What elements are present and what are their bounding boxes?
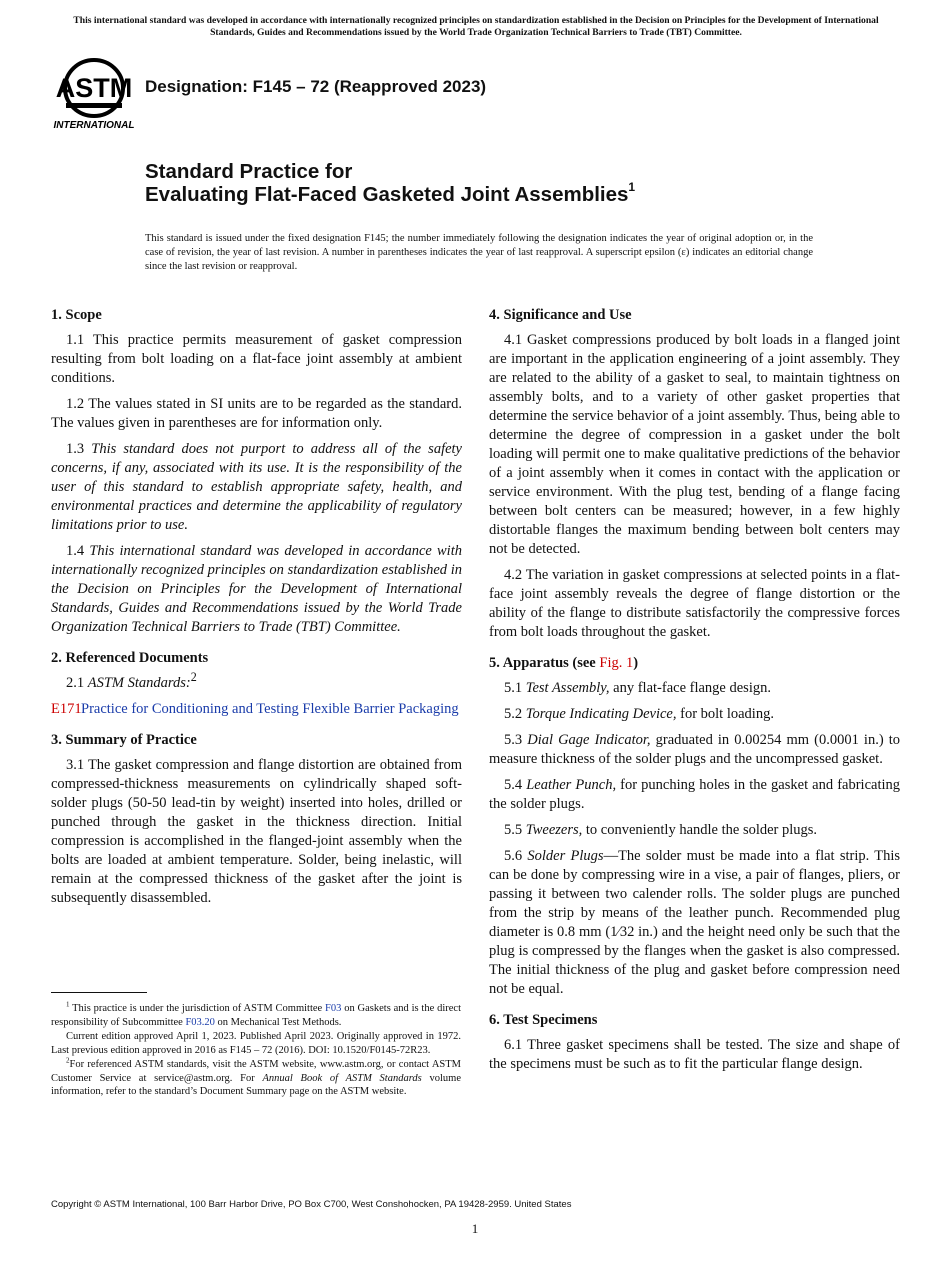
para-5-1: 5.1 Test Assembly, any flat-face flange design. xyxy=(504,680,771,696)
para-5-5: 5.5 Tweezers, to conveniently handle the solder plugs. xyxy=(504,822,818,838)
para-1-2: 1.2 The values stated in SI units are to be regarded as the standard. The values given in parentheses are for information only. xyxy=(51,396,462,431)
footnote-1-edition: Current edition approved April 1, 2023. Published April 2023. Originally approved in 1972. Last previous edition approved in 2016 as F145 – 72 (2016). DOI: 10.1520/F0145-72R23. xyxy=(51,1031,461,1056)
para-4-2: 4.2 The variation in gasket compressions at selected points in a flat-face joint assembly reveals the degree of flange distortion or the ability of the flange to distribute satisfactorily the compressive forces from bolt loads throughout the gasket. xyxy=(489,567,900,640)
copyright: Copyright © ASTM International, 100 Barr Harbor Drive, PO Box C700, West Conshohocken, PA 19428-2959. United States xyxy=(51,1199,572,1210)
section-referenced-heading: 2. Referenced Documents xyxy=(51,650,209,666)
logo-letters: ASTM xyxy=(55,73,133,103)
para-6-1: 6.1 Three gasket specimens shall be tested. The size and shape of the specimens must be such as to fit the particular flange design. xyxy=(489,1037,900,1072)
para-4-1: 4.1 Gasket compressions produced by bolt loads in a flanged joint are important in the application engineering of a joint assembly. They are related to the ability of a gasket to seal, to maintain tightness on assembly bolts, and to a variety of other gasket properties that determine the service behavior of a joint assembly. Thus, being able to determine the degree of compression in a gasket under the bolt loading will permit one to make qualitative predictions of the behavior of a joint assembly when it comes in contact with the application or service environment. With the plug test, bending of a flange facing between bolt centers can be measured; however, in a few highly distortable flanges the maximum bending between bolt centers may not be detected. xyxy=(489,332,900,557)
para-1-1: 1.1 This practice permits measurement of gasket compression resulting from bolt loading on a flat-face joint assembly at ambient conditions. xyxy=(51,332,462,386)
ref-title-link[interactable]: Practice for Conditioning and Testing Flexible Barrier Packaging xyxy=(81,701,459,717)
subcommittee-link[interactable]: F03.20 xyxy=(185,1016,215,1028)
section-specimens-heading: 6. Test Specimens xyxy=(489,1012,598,1028)
footnote-2: $^2$For referenced ASTM standards, visit the ASTM website, www.astm.org, or contact ASTM Customer Service at service@astm.org. For Annual Book of ASTM Standards volume information, refer to the standard’s Document Summary page on the ASTM website. xyxy=(51,1056,461,1097)
title-footnote-mark: 1 xyxy=(628,180,636,195)
astm-logo xyxy=(52,55,136,131)
designation: Designation: F145 – 72 (Reapproved 2023) xyxy=(145,77,487,96)
fig-1-link[interactable]: Fig. 1 xyxy=(599,655,634,671)
para-5-4: 5.4 Leather Punch, for punching holes in the gasket and fabricating the solder plugs. xyxy=(489,777,901,812)
title-line-1: Standard Practice for xyxy=(145,160,353,183)
footnote-divider xyxy=(51,992,147,993)
footnotes xyxy=(51,1002,461,1100)
reference-e171 xyxy=(51,700,462,719)
section-apparatus-heading: 5. Apparatus (see Fig. 1) xyxy=(489,655,639,671)
astm-logo-icon xyxy=(54,60,135,131)
committee-f03-link[interactable]: F03 xyxy=(325,1003,342,1014)
para-2-1: 2.1 ASTM Standards:$^2$ xyxy=(66,670,197,691)
footnote-1: $^1$ This practice is under the jurisdiction of ASTM Committee F03 on Gaskets and is the direct responsibility of Subcommittee F03.20 on Mechanical Test Methods. xyxy=(51,1000,461,1028)
page-number: 1 xyxy=(471,1221,479,1236)
issuance-statement: This standard is issued under the fixed designation F145; the number immediately following the designation indicates the year of original adoption or, in the case of revision, the year of last revision. A number in parentheses indicates the year of last reapproval. A superscript epsilon (ε) indicates an editorial change since the last revision or reapproval. xyxy=(145,233,813,272)
section-summary-heading: 3. Summary of Practice xyxy=(51,732,197,748)
title-line-2: Evaluating Flat-Faced Gasketed Joint Assemblies$^1$ xyxy=(145,180,636,206)
right-column xyxy=(489,306,900,1081)
section-scope-heading: 1. Scope xyxy=(51,307,102,323)
left-column xyxy=(51,306,462,915)
para-1-3: 1.3 This standard does not purport to address all of the safety concerns, if any, associated with its use. It is the responsibility of the user of this standard to establish appropriate safety, health, and environmental practices and determine the applicability of regulatory limitations prior to use. xyxy=(51,441,462,533)
para-5-6: 5.6 Solder Plugs—The solder must be made into a flat strip. This can be done by compressing wire in a vise, a pair of flanges, pliers, or passing it between two calender rolls. The solder plugs are punched from the strip by means of the leather punch. Recommended plug diameter is 0.8 mm (1⁄32 in.) and the height need only be such that the plug is compressed by the flanges when the gasket is also compressed. The initial thickness of the plug and gasket before compression need not be equal. xyxy=(489,848,901,997)
ref-code-link[interactable]: E171 xyxy=(51,701,82,717)
top-notice: This international standard was developed in accordance with internationally recognized principles on standardization established in the Decision on Principles for the Development of International Standards, Guides and Recommendations issued by the World Trade Organization Technical Barriers to Trade (TBT) Committee. xyxy=(73,15,879,38)
para-5-2: 5.2 Torque Indicating Device, for bolt loading. xyxy=(504,706,774,722)
section-significance-heading: 4. Significance and Use xyxy=(489,307,632,323)
logo-text: INTERNATIONAL xyxy=(53,120,135,131)
para-5-3: 5.3 Dial Gage Indicator, graduated in 0.00254 mm (0.0001 in.) to measure thickness of the solder plugs and the uncompressed gasket. xyxy=(489,732,901,767)
para-1-4: 1.4 This international standard was developed in accordance with internationally recognized principles on standardization established in the Decision on Principles for the Development of International Standards, Guides and Recommendations issued by the World Trade Organization Technical Barriers to Trade (TBT) Committee. xyxy=(51,543,462,635)
para-3-1: 3.1 The gasket compression and flange distortion are obtained from compressed-thickness measurements on cylindrically shaped soft-solder plugs (50-50 lead-tin by weight) inserted into holes, drilled or punched through the gasket in the thickness direction. Initial compression is accomplished in the flanged-joint assembly when the bolts are loaded at ambient temperature. Solder, being inelastic, will remain at the compressed thickness of the gasket after the joint is subsequently disassembled. xyxy=(51,757,462,906)
